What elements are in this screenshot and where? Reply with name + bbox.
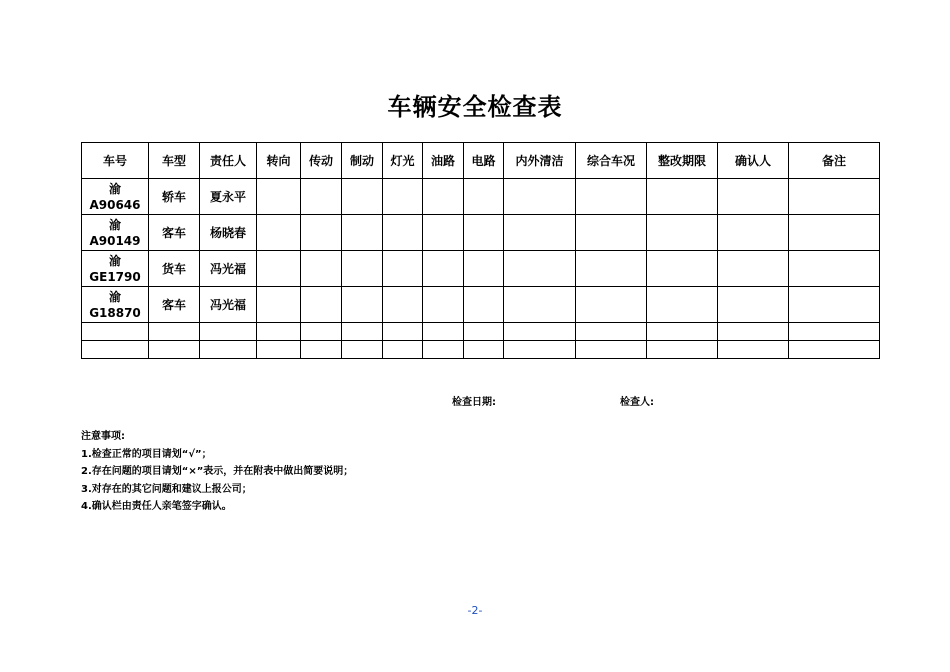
empty-cell xyxy=(789,323,880,341)
steering-cell xyxy=(257,215,301,251)
brakes-cell xyxy=(342,251,383,287)
empty-cell xyxy=(301,323,342,341)
steering-cell xyxy=(257,287,301,323)
empty-cell xyxy=(342,323,383,341)
transmission-cell xyxy=(301,287,342,323)
header-remarks: 备注 xyxy=(789,143,880,179)
notes-section xyxy=(81,430,353,518)
table-header-row xyxy=(82,143,880,179)
confirmer-cell xyxy=(718,287,789,323)
table-row xyxy=(82,251,880,287)
header-steering: 转向 xyxy=(257,143,301,179)
plate-prefix: 渝 xyxy=(108,217,121,232)
table-row xyxy=(82,287,880,323)
plate-prefix: 渝 xyxy=(108,289,121,304)
deadline-cell xyxy=(647,251,718,287)
fuel-line-cell xyxy=(423,215,464,251)
vehicle-type-cell: 货车 xyxy=(149,251,200,287)
empty-cell xyxy=(647,341,718,359)
empty-cell xyxy=(257,323,301,341)
plate-prefix: 渝 xyxy=(108,253,121,268)
transmission-cell xyxy=(301,215,342,251)
header-confirmer: 确认人 xyxy=(718,143,789,179)
empty-cell xyxy=(301,341,342,359)
remarks-cell xyxy=(789,215,880,251)
overall-condition-cell xyxy=(576,215,647,251)
lights-cell xyxy=(383,287,423,323)
note-item: 2.存在问题的项目请划“×”表示，并在附表中做出简要说明； xyxy=(81,466,354,477)
empty-cell xyxy=(82,341,149,359)
empty-cell xyxy=(576,323,647,341)
deadline-cell xyxy=(647,215,718,251)
header-brakes: 制动 xyxy=(342,143,383,179)
brakes-cell xyxy=(342,215,383,251)
empty-cell xyxy=(149,323,200,341)
confirmer-cell xyxy=(718,251,789,287)
remarks-cell xyxy=(789,251,880,287)
empty-cell xyxy=(383,323,423,341)
note-item: 1.检查正常的项目请划“√”； xyxy=(81,448,212,460)
vehicle-inspection-table xyxy=(81,142,880,359)
circuit-cell xyxy=(464,215,504,251)
plate-cell xyxy=(82,287,149,323)
vehicle-type-cell: 客车 xyxy=(149,215,200,251)
empty-cell xyxy=(504,323,576,341)
empty-cell xyxy=(423,323,464,341)
overall-condition-cell xyxy=(576,287,647,323)
overall-condition-cell xyxy=(576,251,647,287)
lights-cell xyxy=(383,251,423,287)
empty-cell xyxy=(257,341,301,359)
header-transmission: 传动 xyxy=(301,143,342,179)
header-vehicle-type: 车型 xyxy=(149,143,200,179)
fuel-line-cell xyxy=(423,179,464,215)
fuel-line-cell xyxy=(423,287,464,323)
empty-cell xyxy=(504,341,576,359)
circuit-cell xyxy=(464,287,504,323)
empty-cell xyxy=(200,323,257,341)
note-item: 3.对存在的其它问题和建议上报公司； xyxy=(81,483,252,495)
brakes-cell xyxy=(342,179,383,215)
cleanliness-cell xyxy=(504,215,576,251)
transmission-cell xyxy=(301,251,342,287)
plate-prefix: 渝 xyxy=(108,181,121,196)
cleanliness-cell xyxy=(504,179,576,215)
header-overall-condition: 综合车况 xyxy=(576,143,647,179)
vehicle-type-cell: 轿车 xyxy=(149,179,200,215)
empty-cell xyxy=(383,341,423,359)
header-circuit: 电路 xyxy=(464,143,504,179)
circuit-cell xyxy=(464,179,504,215)
circuit-cell xyxy=(464,251,504,287)
inspection-date-label: 检查日期: xyxy=(452,397,496,408)
deadline-cell xyxy=(647,287,718,323)
deadline-cell xyxy=(647,179,718,215)
owner-cell: 冯光福 xyxy=(200,287,257,323)
empty-cell xyxy=(464,341,504,359)
empty-cell xyxy=(789,341,880,359)
cleanliness-cell xyxy=(504,287,576,323)
document-title: 车辆安全检查表 xyxy=(387,92,563,121)
confirmer-cell xyxy=(718,215,789,251)
plate-number: GE1790 xyxy=(89,269,141,284)
empty-table-row xyxy=(82,323,880,341)
empty-cell xyxy=(342,341,383,359)
confirmer-cell xyxy=(718,179,789,215)
header-plate: 车号 xyxy=(82,143,149,179)
empty-cell xyxy=(647,323,718,341)
brakes-cell xyxy=(342,287,383,323)
steering-cell xyxy=(257,179,301,215)
vehicle-type-cell: 客车 xyxy=(149,287,200,323)
transmission-cell xyxy=(301,179,342,215)
lights-cell xyxy=(383,215,423,251)
owner-cell: 杨晓春 xyxy=(200,215,257,251)
header-fuel-line: 油路 xyxy=(423,143,464,179)
steering-cell xyxy=(257,251,301,287)
empty-cell xyxy=(82,323,149,341)
owner-cell: 夏永平 xyxy=(200,179,257,215)
notes-heading: 注意事项: xyxy=(81,431,125,442)
plate-number: A90149 xyxy=(89,233,141,248)
plate-number: G18870 xyxy=(89,305,141,320)
plate-number: A90646 xyxy=(89,197,141,212)
empty-cell xyxy=(718,341,789,359)
plate-cell xyxy=(82,179,149,215)
table-row xyxy=(82,215,880,251)
inspector-label: 检查人: xyxy=(620,397,654,408)
remarks-cell xyxy=(789,287,880,323)
header-owner: 责任人 xyxy=(200,143,257,179)
header-lights: 灯光 xyxy=(383,143,423,179)
header-rectification-deadline: 整改期限 xyxy=(647,143,718,179)
overall-condition-cell xyxy=(576,179,647,215)
note-item: 4.确认栏由责任人亲笔签字确认。 xyxy=(81,501,232,512)
cleanliness-cell xyxy=(504,251,576,287)
table-row xyxy=(82,179,880,215)
page-number: -2- xyxy=(467,604,483,617)
fuel-line-cell xyxy=(423,251,464,287)
remarks-cell xyxy=(789,179,880,215)
owner-cell: 冯光福 xyxy=(200,251,257,287)
empty-cell xyxy=(200,341,257,359)
plate-cell xyxy=(82,215,149,251)
empty-cell xyxy=(464,323,504,341)
empty-table-row xyxy=(82,341,880,359)
empty-cell xyxy=(149,341,200,359)
header-cleanliness: 内外清洁 xyxy=(504,143,576,179)
empty-cell xyxy=(423,341,464,359)
plate-cell xyxy=(82,251,149,287)
lights-cell xyxy=(383,179,423,215)
empty-cell xyxy=(718,323,789,341)
empty-cell xyxy=(576,341,647,359)
